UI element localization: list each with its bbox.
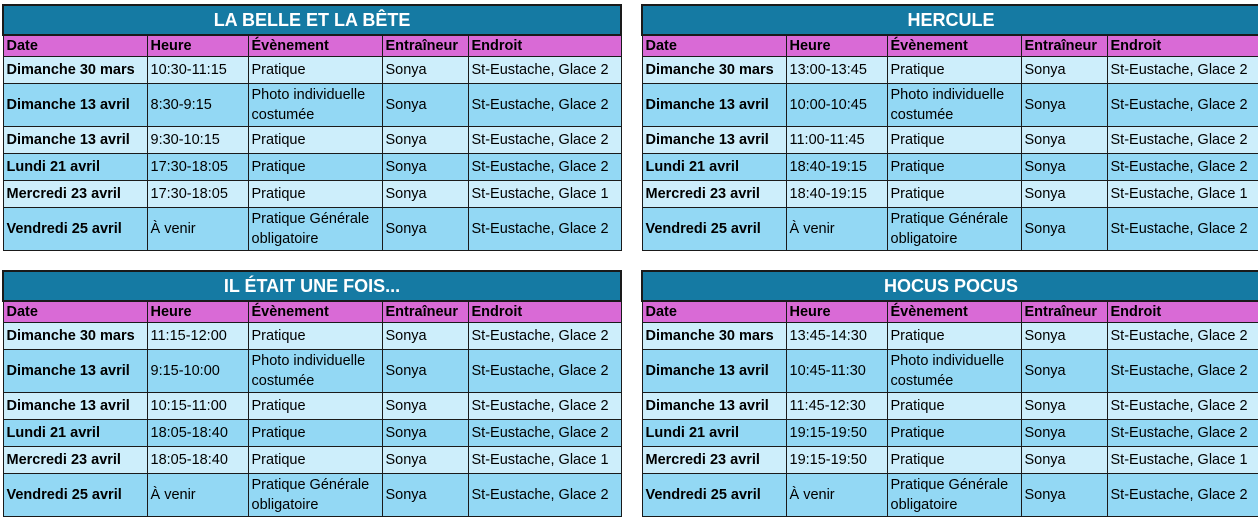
cell-date: Dimanche 30 mars	[3, 323, 147, 350]
column-header-heure: Heure	[786, 301, 887, 323]
table-row	[3, 350, 621, 393]
cell-evenement: Photo individuelle costumée	[887, 350, 1021, 393]
cell-heure: 18:40-19:15	[786, 154, 887, 181]
column-header-entraineur: Entraîneur	[1021, 35, 1107, 57]
cell-heure: 8:30-9:15	[147, 84, 248, 127]
cell-evenement: Pratique	[887, 127, 1021, 154]
schedule-table	[641, 270, 1258, 517]
column-header-date: Date	[3, 35, 147, 57]
cell-entraineur: Sonya	[1021, 447, 1107, 474]
table-title: HERCULE	[642, 5, 1258, 35]
cell-heure: 11:45-12:30	[786, 393, 887, 420]
cell-evenement: Pratique	[248, 127, 382, 154]
table-row	[3, 57, 621, 84]
cell-entraineur: Sonya	[382, 420, 468, 447]
cell-heure: 11:00-11:45	[786, 127, 887, 154]
table-title: LA BELLE ET LA BÊTE	[3, 5, 621, 35]
column-header-date: Date	[3, 301, 147, 323]
cell-entraineur: Sonya	[382, 393, 468, 420]
cell-heure: 13:00-13:45	[786, 57, 887, 84]
cell-entraineur: Sonya	[1021, 323, 1107, 350]
cell-entraineur: Sonya	[1021, 127, 1107, 154]
cell-endroit: St-Eustache, Glace 2	[468, 420, 621, 447]
column-header-endroit: Endroit	[468, 35, 621, 57]
cell-date: Dimanche 13 avril	[642, 84, 786, 127]
table-row	[642, 127, 1258, 154]
cell-entraineur: Sonya	[1021, 474, 1107, 517]
cell-date: Vendredi 25 avril	[3, 474, 147, 517]
header-row	[3, 35, 621, 57]
cell-date: Dimanche 13 avril	[3, 84, 147, 127]
cell-heure: 10:00-10:45	[786, 84, 887, 127]
column-header-heure: Heure	[147, 301, 248, 323]
cell-date: Lundi 21 avril	[642, 154, 786, 181]
cell-date: Dimanche 13 avril	[642, 350, 786, 393]
header-row	[642, 301, 1258, 323]
column-header-endroit: Endroit	[1107, 301, 1258, 323]
cell-date: Lundi 21 avril	[642, 420, 786, 447]
cell-heure: 17:30-18:05	[147, 154, 248, 181]
cell-entraineur: Sonya	[1021, 350, 1107, 393]
header-row	[642, 35, 1258, 57]
cell-evenement: Pratique	[887, 420, 1021, 447]
cell-date: Dimanche 30 mars	[3, 57, 147, 84]
cell-entraineur: Sonya	[1021, 420, 1107, 447]
cell-endroit: St-Eustache, Glace 2	[468, 57, 621, 84]
cell-entraineur: Sonya	[382, 323, 468, 350]
table-row	[642, 350, 1258, 393]
cell-heure: À venir	[786, 474, 887, 517]
cell-heure: 18:05-18:40	[147, 447, 248, 474]
table-row	[3, 127, 621, 154]
cell-evenement: Pratique Générale obligatoire	[248, 474, 382, 517]
cell-date: Dimanche 13 avril	[3, 393, 147, 420]
cell-endroit: St-Eustache, Glace 2	[468, 393, 621, 420]
column-header-evenement: Évènement	[248, 301, 382, 323]
schedule-table	[2, 270, 622, 517]
cell-endroit: St-Eustache, Glace 2	[468, 323, 621, 350]
cell-heure: À venir	[147, 474, 248, 517]
cell-heure: 18:05-18:40	[147, 420, 248, 447]
table-row	[642, 57, 1258, 84]
cell-endroit: St-Eustache, Glace 1	[468, 447, 621, 474]
cell-endroit: St-Eustache, Glace 2	[1107, 84, 1258, 127]
table-row	[3, 154, 621, 181]
cell-evenement: Pratique	[248, 447, 382, 474]
cell-date: Vendredi 25 avril	[642, 474, 786, 517]
cell-endroit: St-Eustache, Glace 1	[1107, 447, 1258, 474]
cell-evenement: Pratique Générale obligatoire	[887, 474, 1021, 517]
cell-heure: 9:30-10:15	[147, 127, 248, 154]
cell-heure: 10:45-11:30	[786, 350, 887, 393]
cell-evenement: Pratique	[248, 154, 382, 181]
cell-date: Lundi 21 avril	[3, 154, 147, 181]
column-header-entraineur: Entraîneur	[382, 301, 468, 323]
cell-evenement: Pratique	[248, 420, 382, 447]
table-row	[642, 474, 1258, 517]
cell-entraineur: Sonya	[382, 84, 468, 127]
column-header-date: Date	[642, 301, 786, 323]
schedule-table	[641, 4, 1258, 251]
cell-date: Dimanche 30 mars	[642, 323, 786, 350]
cell-entraineur: Sonya	[382, 57, 468, 84]
cell-heure: 10:30-11:15	[147, 57, 248, 84]
cell-evenement: Pratique	[248, 181, 382, 208]
cell-endroit: St-Eustache, Glace 2	[468, 127, 621, 154]
cell-date: Mercredi 23 avril	[642, 447, 786, 474]
table-row	[642, 181, 1258, 208]
cell-evenement: Pratique	[887, 447, 1021, 474]
cell-evenement: Pratique	[887, 393, 1021, 420]
cell-heure: 19:15-19:50	[786, 447, 887, 474]
cell-evenement: Pratique	[248, 57, 382, 84]
column-header-heure: Heure	[147, 35, 248, 57]
cell-heure: 9:15-10:00	[147, 350, 248, 393]
cell-evenement: Pratique	[887, 181, 1021, 208]
cell-heure: 10:15-11:00	[147, 393, 248, 420]
cell-endroit: St-Eustache, Glace 2	[1107, 474, 1258, 517]
cell-endroit: St-Eustache, Glace 2	[1107, 350, 1258, 393]
table-row	[642, 447, 1258, 474]
table-row	[3, 420, 621, 447]
cell-endroit: St-Eustache, Glace 2	[1107, 57, 1258, 84]
cell-date: Mercredi 23 avril	[3, 447, 147, 474]
cell-evenement: Pratique	[887, 57, 1021, 84]
cell-date: Lundi 21 avril	[3, 420, 147, 447]
column-header-endroit: Endroit	[1107, 35, 1258, 57]
table-row	[642, 420, 1258, 447]
cell-entraineur: Sonya	[382, 350, 468, 393]
cell-entraineur: Sonya	[1021, 393, 1107, 420]
cell-evenement: Pratique Générale obligatoire	[248, 208, 382, 251]
cell-heure: À venir	[147, 208, 248, 251]
table-row	[3, 323, 621, 350]
table-row	[3, 474, 621, 517]
cell-date: Mercredi 23 avril	[3, 181, 147, 208]
cell-entraineur: Sonya	[382, 474, 468, 517]
table-row	[642, 154, 1258, 181]
cell-date: Vendredi 25 avril	[642, 208, 786, 251]
cell-evenement: Pratique Générale obligatoire	[887, 208, 1021, 251]
cell-date: Vendredi 25 avril	[3, 208, 147, 251]
cell-entraineur: Sonya	[382, 208, 468, 251]
cell-heure: 18:40-19:15	[786, 181, 887, 208]
table-row	[3, 181, 621, 208]
cell-endroit: St-Eustache, Glace 2	[1107, 420, 1258, 447]
cell-evenement: Pratique	[887, 323, 1021, 350]
cell-endroit: St-Eustache, Glace 2	[1107, 127, 1258, 154]
column-header-evenement: Évènement	[248, 35, 382, 57]
column-header-evenement: Évènement	[887, 301, 1021, 323]
cell-date: Mercredi 23 avril	[642, 181, 786, 208]
cell-date: Dimanche 13 avril	[3, 350, 147, 393]
table-title: IL ÉTAIT UNE FOIS...	[3, 271, 621, 301]
cell-date: Dimanche 13 avril	[642, 393, 786, 420]
cell-heure: À venir	[786, 208, 887, 251]
cell-endroit: St-Eustache, Glace 2	[468, 154, 621, 181]
table-row	[642, 323, 1258, 350]
table-row	[3, 84, 621, 127]
cell-endroit: St-Eustache, Glace 2	[468, 208, 621, 251]
cell-heure: 11:15-12:00	[147, 323, 248, 350]
cell-date: Dimanche 30 mars	[642, 57, 786, 84]
column-header-heure: Heure	[786, 35, 887, 57]
cell-evenement: Pratique	[887, 154, 1021, 181]
cell-entraineur: Sonya	[382, 447, 468, 474]
cell-endroit: St-Eustache, Glace 2	[1107, 208, 1258, 251]
table-row	[642, 393, 1258, 420]
column-header-entraineur: Entraîneur	[1021, 301, 1107, 323]
cell-heure: 17:30-18:05	[147, 181, 248, 208]
cell-evenement: Pratique	[248, 393, 382, 420]
cell-evenement: Pratique	[248, 323, 382, 350]
cell-entraineur: Sonya	[1021, 208, 1107, 251]
column-header-evenement: Évènement	[887, 35, 1021, 57]
cell-evenement: Photo individuelle costumée	[887, 84, 1021, 127]
table-title: HOCUS POCUS	[642, 271, 1258, 301]
cell-heure: 19:15-19:50	[786, 420, 887, 447]
cell-entraineur: Sonya	[1021, 57, 1107, 84]
cell-entraineur: Sonya	[382, 181, 468, 208]
cell-entraineur: Sonya	[382, 127, 468, 154]
column-header-date: Date	[642, 35, 786, 57]
cell-endroit: St-Eustache, Glace 1	[468, 181, 621, 208]
schedule-table	[2, 4, 622, 251]
table-row	[3, 447, 621, 474]
cell-entraineur: Sonya	[1021, 181, 1107, 208]
column-header-entraineur: Entraîneur	[382, 35, 468, 57]
cell-entraineur: Sonya	[1021, 154, 1107, 181]
cell-endroit: St-Eustache, Glace 1	[1107, 181, 1258, 208]
cell-entraineur: Sonya	[1021, 84, 1107, 127]
cell-endroit: St-Eustache, Glace 2	[468, 474, 621, 517]
cell-evenement: Photo individuelle costumée	[248, 350, 382, 393]
table-row	[642, 208, 1258, 251]
cell-date: Dimanche 13 avril	[3, 127, 147, 154]
cell-endroit: St-Eustache, Glace 2	[1107, 323, 1258, 350]
cell-evenement: Photo individuelle costumée	[248, 84, 382, 127]
cell-entraineur: Sonya	[382, 154, 468, 181]
cell-heure: 13:45-14:30	[786, 323, 887, 350]
table-row	[642, 84, 1258, 127]
column-header-endroit: Endroit	[468, 301, 621, 323]
table-row	[3, 208, 621, 251]
cell-date: Dimanche 13 avril	[642, 127, 786, 154]
cell-endroit: St-Eustache, Glace 2	[468, 350, 621, 393]
cell-endroit: St-Eustache, Glace 2	[1107, 154, 1258, 181]
table-row	[3, 393, 621, 420]
header-row	[3, 301, 621, 323]
cell-endroit: St-Eustache, Glace 2	[468, 84, 621, 127]
cell-endroit: St-Eustache, Glace 2	[1107, 393, 1258, 420]
